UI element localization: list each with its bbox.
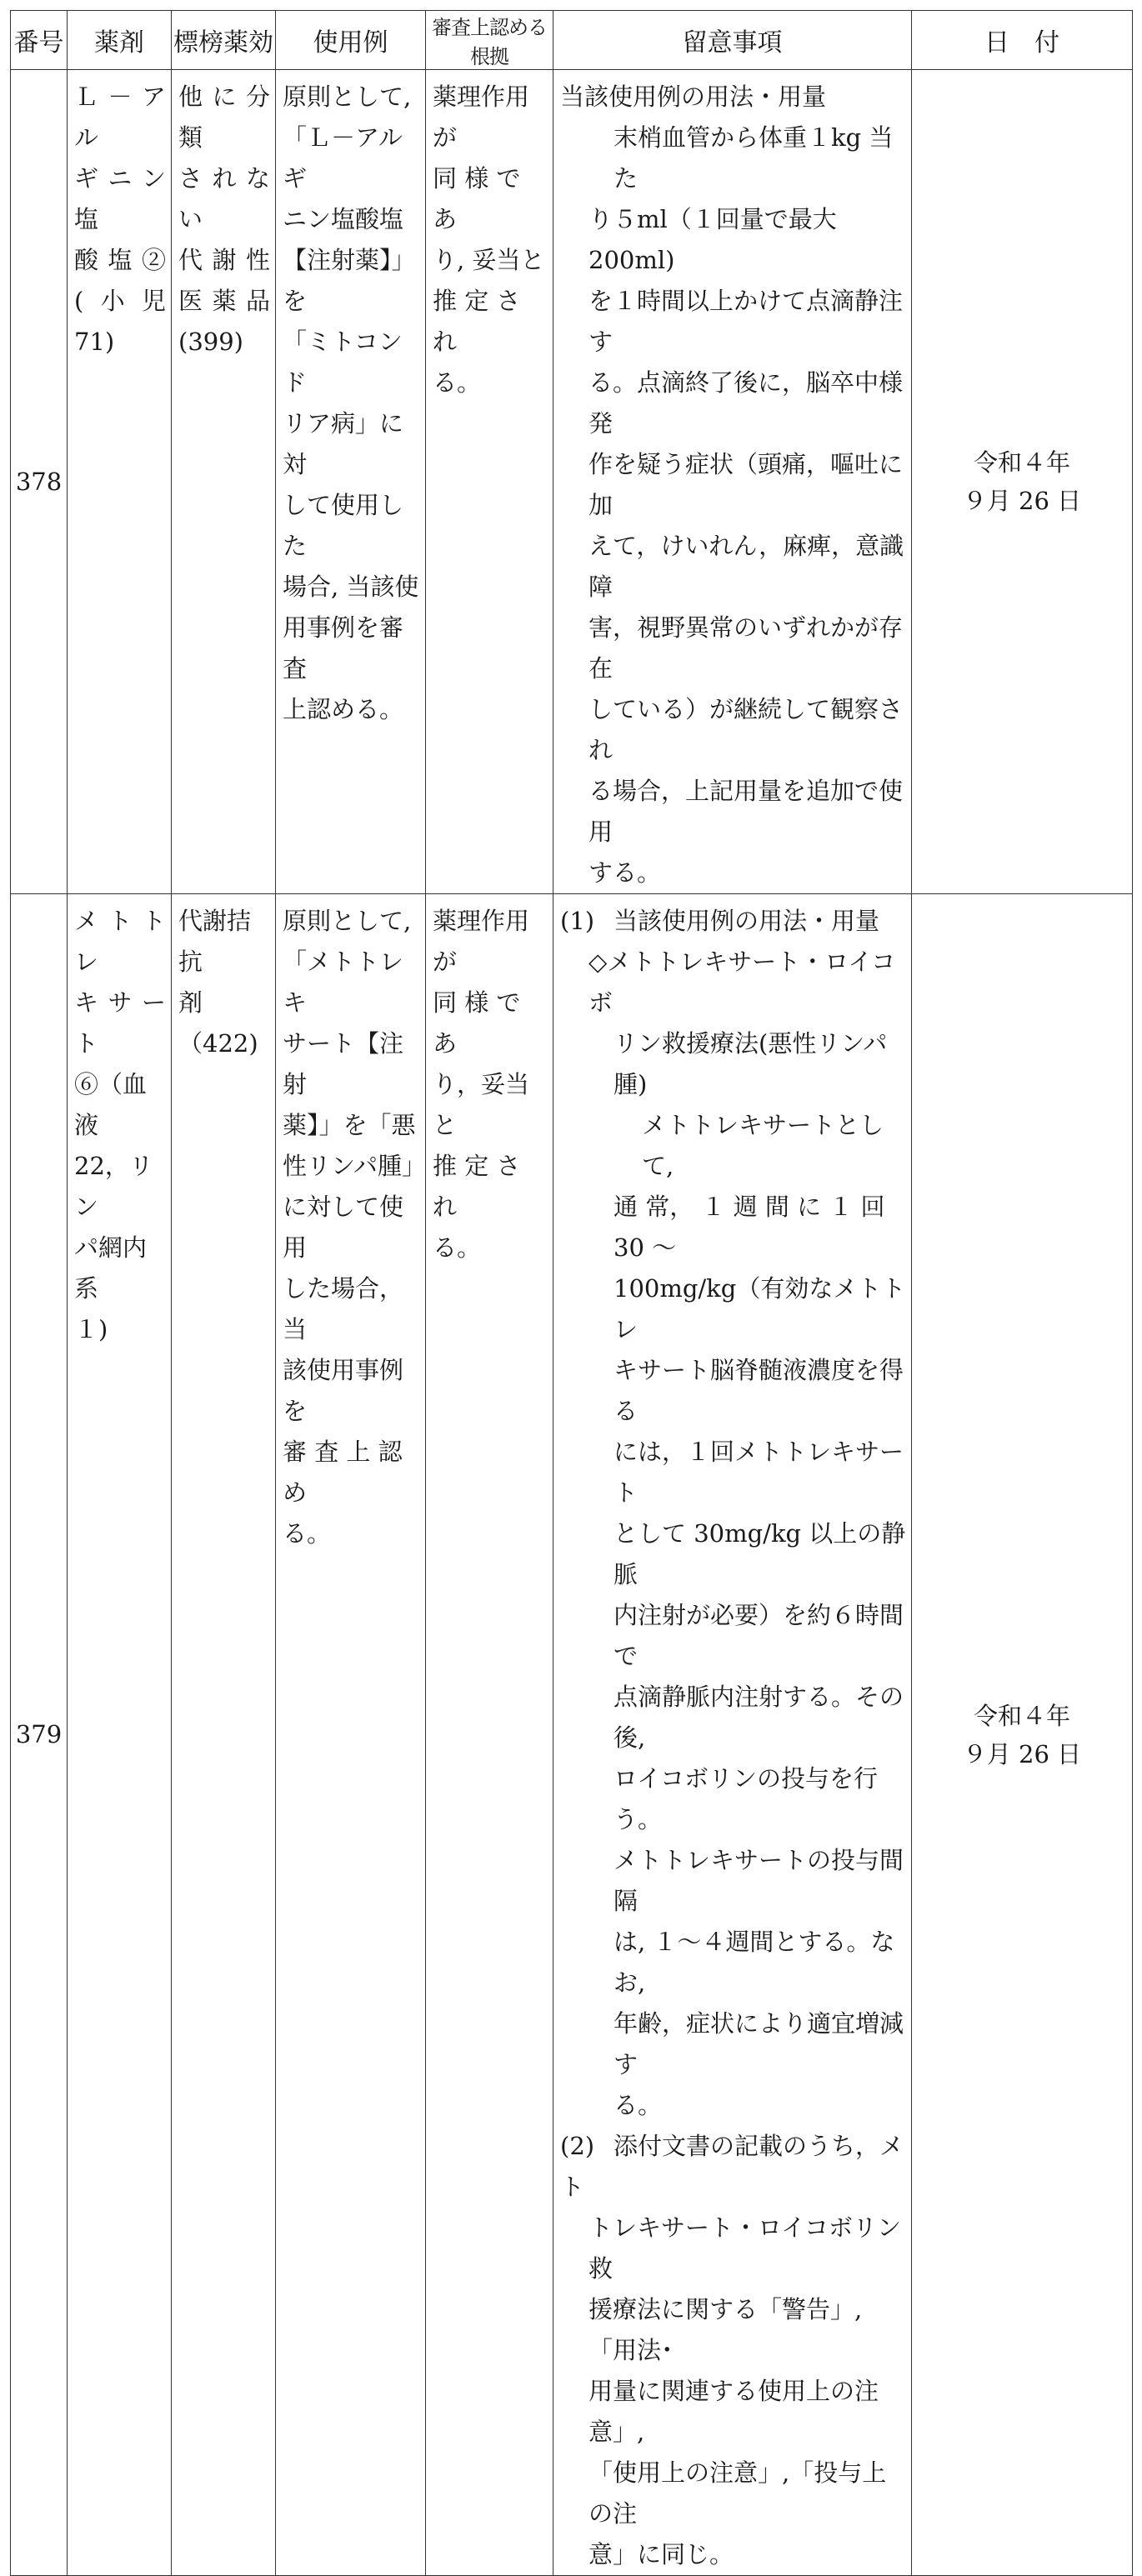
text-line: 薬理作用が [433, 83, 530, 152]
text-line: 「Ｌ－アルギ [283, 123, 403, 193]
item-heading: 当該使用例の用法・用量 [614, 907, 880, 935]
text-line: キサート脳脊髄液濃度を得る [614, 1356, 904, 1425]
row-number: 378 [11, 70, 68, 894]
text-line: る。 [433, 1233, 482, 1262]
text-line: 審 査 上 認 め [283, 1438, 403, 1507]
text-line: 該使用事例を [283, 1356, 404, 1425]
header-drug: 薬剤 [68, 11, 172, 70]
text-line: 薬】」を「悪 [283, 1111, 416, 1139]
date-day: ９月 26 日 [962, 487, 1082, 515]
text-line: 同 様 で あ [433, 988, 521, 1058]
text-line: り，妥当と [433, 1070, 530, 1139]
notes-cell [553, 894, 912, 2576]
drug-approval-table [10, 10, 1133, 2576]
text-line: 場合, 当該使 [283, 573, 419, 601]
text-line: 用事例を審査 [283, 613, 404, 683]
text-line: 「使用上の注意」,「投与上の注 [589, 2458, 887, 2528]
header-efficacy: 標榜薬効 [172, 11, 276, 70]
date-cell [912, 894, 1133, 2576]
text-line: 作を疑う症状（頭痛，嘔吐に加 [589, 450, 904, 519]
text-line: トレキサート・ロイコボリン救 [589, 2213, 901, 2283]
drug-cell [68, 70, 172, 894]
text-line: パ網内系 [74, 1233, 148, 1303]
table-row [11, 70, 1133, 894]
text-line: 年齢，症状により適宜増減す [614, 2009, 904, 2078]
text-line: リア病」に対 [283, 409, 404, 478]
header-basis: 審査上認める根拠 [426, 11, 553, 70]
notes-heading: 当該使用例の用法・用量 [560, 83, 827, 111]
basis-cell [426, 70, 553, 894]
text-line: り, 妥当と [433, 246, 545, 274]
text-line: 害，視野異常のいずれかが存在 [589, 613, 904, 683]
text-line: に対して使用 [283, 1193, 404, 1262]
text-line: 点滴静脈内注射する。その後, [614, 1683, 904, 1752]
date-year: 令和４年 [973, 1701, 1070, 1730]
text-line: 100mg/kg（有効なメトトレ [614, 1274, 906, 1343]
header-usage: 使用例 [276, 11, 426, 70]
notes-cell [553, 70, 912, 894]
usage-cell [276, 894, 426, 2576]
text-line: る。点滴終了後に，脳卒中様発 [589, 368, 904, 438]
text-line: メトトレ [74, 907, 166, 976]
text-line: ギニン塩 [74, 164, 166, 233]
text-line: 原則として, [283, 83, 412, 111]
text-line: 用量に関連する使用上の注意」, [589, 2377, 879, 2446]
text-line: Ｌ－アル [74, 83, 166, 152]
text-line: 他に分類 [178, 83, 270, 152]
text-line: 意」に同じ。 [589, 2540, 734, 2568]
text-line: 性リンパ腫」 [283, 1152, 426, 1180]
text-line: する。 [589, 858, 662, 887]
text-line: 同 様 で あ [433, 164, 521, 233]
drug-cell [68, 894, 172, 2576]
row-number: 379 [11, 894, 68, 2576]
text-line: して使用した [283, 491, 404, 560]
text-line: 上認める。 [283, 695, 404, 723]
table-row [11, 894, 1133, 2576]
text-line: 22，リン [74, 1152, 153, 1221]
text-line: として 30mg/kg 以上の静脈 [614, 1519, 906, 1588]
text-line: (399) [178, 328, 243, 356]
text-line: る。 [433, 368, 482, 397]
efficacy-cell [172, 70, 276, 894]
text-line: り５ml（１回量で最大 200ml) [589, 205, 837, 274]
text-line: している）が継続して観察され [589, 695, 904, 764]
basis-cell [426, 894, 553, 2576]
text-line: キサート [74, 988, 166, 1058]
notes-item-1-heading [560, 901, 906, 942]
text-line: 推 定 さ れ [433, 287, 521, 356]
text-line: サート【注射 [283, 1029, 404, 1098]
text-line: リン救援療法(悪性リンパ腫) [614, 1029, 888, 1098]
text-line: 代謝拮抗 [178, 907, 252, 976]
text-line: を１時間以上かけて点滴静注す [589, 287, 904, 356]
text-line: 原則として, [283, 907, 412, 935]
text-line: る場合，上記用量を追加で使用 [589, 777, 904, 846]
text-line: １) [74, 1315, 108, 1343]
text-line: ニン塩酸塩 [283, 205, 404, 233]
efficacy-cell [172, 894, 276, 2576]
text-line: ロイコボリンの投与を行う。 [614, 1764, 878, 1833]
text-line: 「メトトレキ [283, 948, 404, 1017]
text-line: 医 薬 品 [178, 287, 270, 315]
header-row [11, 11, 1133, 70]
text-line: 代 謝 性 [178, 246, 270, 274]
usage-cell [276, 70, 426, 894]
text-line: ⑥（血液 [74, 1070, 148, 1139]
date-day: ９月 26 日 [962, 1739, 1082, 1768]
text-line: 内注射が必要）を約６時間で [614, 1601, 904, 1670]
item-label: (2) [560, 2132, 595, 2160]
text-line: 薬理作用が [433, 907, 530, 976]
text-line: えて，けいれん，麻痺，意識障 [589, 532, 904, 601]
text-line: 推 定 さ れ [433, 1152, 521, 1221]
text-line: 剤（422) [178, 988, 258, 1058]
header-notes: 留意事項 [553, 11, 912, 70]
text-line: る。 [283, 1519, 332, 1548]
item-text: 添付文書の記載のうち，メト [560, 2132, 904, 2201]
text-line: されない [178, 164, 270, 233]
text-line: メトトレキサートとして, [642, 1111, 884, 1180]
date-cell [912, 70, 1133, 894]
item-label: (1) [560, 907, 595, 935]
text-line: る。 [614, 2091, 663, 2119]
text-line: 通 常， １ 週 間 に １ 回 30 ～ [614, 1193, 885, 1262]
text-line: (小児71) [74, 287, 166, 356]
text-line: 援療法に関する「警告」,「用法･ [589, 2295, 863, 2364]
text-line: ◇メトトレキサート・ロイコボ [589, 948, 896, 1017]
text-line: には，１回メトトレキサート [614, 1438, 904, 1507]
text-line: 「ミトコンド [283, 328, 403, 397]
text-line: した場合，当 [283, 1274, 404, 1343]
text-line: 酸 塩 ② [74, 246, 166, 274]
date-year: 令和４年 [973, 448, 1070, 477]
header-date: 日 付 [912, 11, 1133, 70]
text-line: 末梢血管から体重１kg 当た [614, 123, 894, 193]
header-number: 番号 [11, 11, 68, 70]
notes-item-2-first [560, 2126, 906, 2208]
text-line: は, １～４週間とする。なお, [614, 1928, 895, 1997]
text-line: 【注射薬】」を [283, 246, 416, 315]
text-line: メトトレキサートの投与間隔 [614, 1846, 904, 1915]
